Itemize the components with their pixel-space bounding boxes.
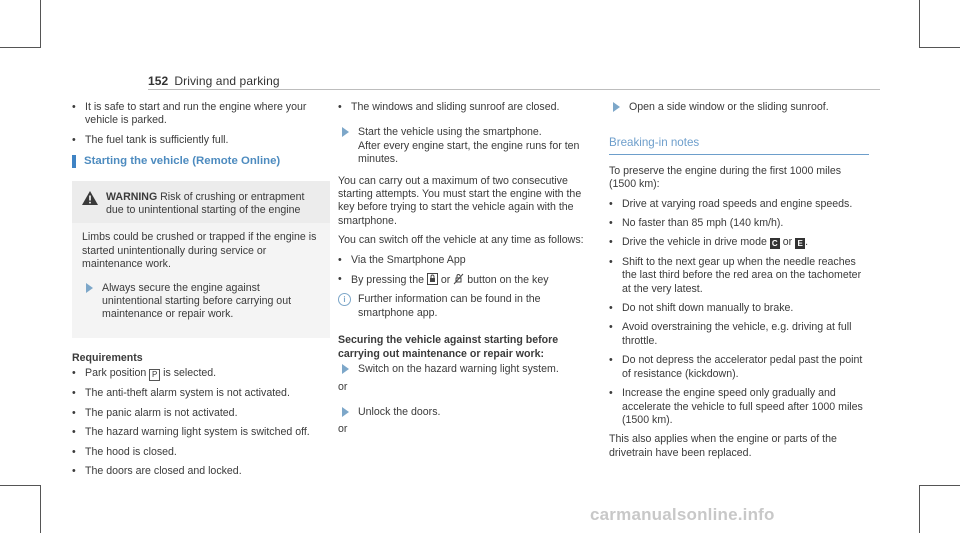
switch-off-options (338, 254, 586, 288)
arrow-step-icon (342, 407, 349, 417)
intro-bullets (72, 101, 330, 147)
watermark: carmanualsonline.info (590, 505, 775, 524)
paragraph: This also applies when the engine or parts of the drivetrain have been replaced. (609, 433, 837, 459)
list-item: • Do not shift down manually to brake. (609, 302, 869, 315)
list-item: • Do not depress the accelerator pedal past the point of resistance (kickdown). (609, 354, 869, 381)
arrow-step-icon (342, 127, 349, 137)
warning-action (82, 282, 320, 322)
list-item: • The anti-theft alarm system is not activated. (72, 387, 330, 400)
crop-mark (0, 485, 40, 486)
list-item: • Drive at varying road speeds and engine speeds. (609, 198, 869, 211)
paragraph: To preserve the engine during the first 1000 miles (1500 km): (609, 164, 842, 191)
section-marker (72, 155, 76, 168)
column-1 (72, 101, 330, 484)
paragraph: You can carry out a maximum of two consecutive starting attempts. You must start the engine with the key before trying to start the vehicle again with the smartphone. (338, 174, 582, 227)
mode-text: . (805, 236, 809, 249)
mode-text: or (779, 236, 796, 249)
list-item: • The hood is closed. (72, 446, 330, 459)
warning-label: WARNING (106, 190, 158, 203)
section-title-breaking-in: Breaking-in notes (609, 136, 869, 154)
step-start (338, 126, 586, 166)
crop-mark (919, 0, 920, 48)
crop-mark (40, 485, 41, 533)
req-text: Park position (85, 367, 150, 380)
warning-box (72, 181, 330, 338)
col2-bullets (338, 101, 586, 114)
list-item: • The panic alarm is not activated. (72, 407, 330, 420)
warning-headline (106, 191, 322, 218)
step-hazard (338, 363, 586, 376)
info-icon: i (338, 293, 351, 306)
list-item: • The fuel tank is sufficiently full. (72, 134, 330, 147)
unlock-key-icon (453, 273, 464, 285)
page-number: 152 (148, 74, 169, 88)
req-text: is selected. (160, 367, 217, 380)
or-text: or (338, 423, 348, 436)
section-title-text: Starting the vehicle (Remote Online) (84, 155, 281, 168)
list-item: • Avoid overstraining the vehicle, e.g. driving at full throttle. (609, 321, 869, 348)
warning-body (72, 223, 330, 337)
requirements-list (72, 367, 330, 478)
list-item: • Via the Smartphone App (338, 254, 586, 267)
arrow-step-icon (342, 364, 349, 374)
list-item: • No faster than 85 mph (140 km/h). (609, 217, 869, 230)
info-text: Further information can be found in the smartphone app. (358, 293, 541, 319)
page-header (148, 74, 280, 88)
list-item (609, 236, 869, 249)
column-3 (609, 101, 869, 466)
list-item (72, 367, 330, 381)
comfort-mode-icon: C (770, 238, 780, 249)
warning-header (72, 181, 330, 224)
arrow-step-icon (86, 283, 93, 293)
warning-action-text: Always secure the engine against unintentional starting before carrying out maintenance or repair work. (102, 281, 292, 321)
list-item: • Shift to the next gear up when the needle reaches the last third before the red area on the tachometer at the very latest. (609, 256, 869, 296)
crop-mark (919, 485, 920, 533)
step-unlock (338, 406, 586, 419)
list-item: • It is safe to start and run the engine where your vehicle is parked. (72, 101, 330, 128)
list-item: • The doors are closed and locked. (72, 465, 330, 478)
crop-mark (40, 0, 41, 48)
option-text: By pressing the (351, 274, 427, 287)
crop-mark (920, 485, 960, 486)
warning-body-text: Limbs could be crushed or trapped if the engine is started unintentionally during service or maintenance work. (82, 231, 317, 271)
step-text: Start the vehicle using the smartphone. (358, 126, 542, 139)
warning-headline-text: Risk of crushing or entrapment due to unintentional starting of the engine (106, 190, 305, 217)
list-item: • The hazard warning light system is switched off. (72, 426, 330, 439)
lock-key-icon (427, 273, 438, 285)
option-text: or (437, 274, 454, 287)
mode-text: Drive the vehicle in drive mode (622, 236, 770, 249)
crop-mark (920, 47, 960, 48)
crop-mark (0, 47, 40, 48)
step-detail: After every engine start, the engine runs for ten minutes. (358, 139, 580, 166)
section-title (72, 155, 330, 168)
subhead-maintenance: Securing the vehicle against starting before carrying out maintenance or repair work: (338, 334, 559, 360)
step-text: Open a side window or the sliding sunroof. (629, 101, 829, 113)
eco-mode-icon: E (795, 238, 805, 249)
info-note (338, 293, 586, 320)
requirements-title: Requirements (72, 351, 143, 364)
step-window (609, 101, 869, 114)
arrow-step-icon (613, 102, 620, 112)
header-rule (148, 89, 880, 90)
list-item: • Increase the engine speed only gradually and accelerate the vehicle to full speed after 1000 miles (1500 km). (609, 387, 869, 427)
list-item (338, 273, 586, 287)
column-2 (338, 101, 586, 443)
paragraph: You can switch off the vehicle at any time as follows: (338, 234, 584, 247)
warning-triangle-icon (82, 191, 98, 205)
option-text: button on the key (464, 274, 549, 287)
header-section: Driving and parking (174, 74, 280, 88)
or-text: or (338, 380, 348, 393)
step-text: Unlock the doors. (358, 405, 441, 418)
breaking-in-list (609, 198, 869, 428)
list-item: • The windows and sliding sunroof are closed. (338, 101, 586, 114)
step-text: Switch on the hazard warning light system. (358, 363, 559, 376)
park-key-icon: P (149, 369, 160, 381)
